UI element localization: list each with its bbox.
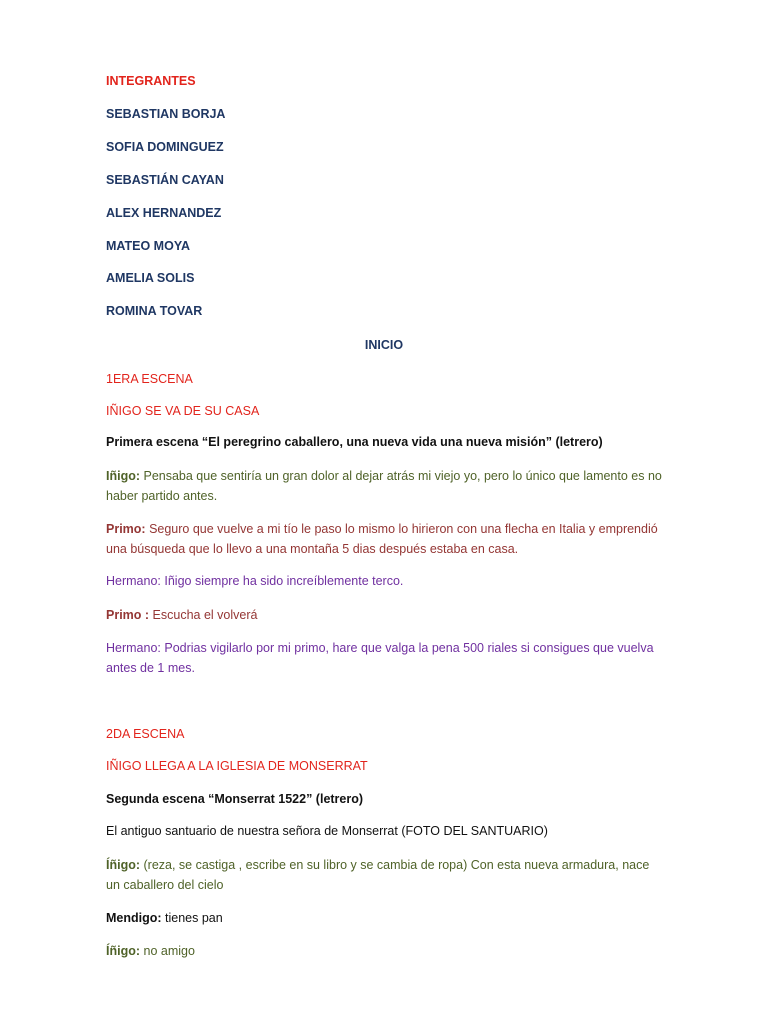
member-name: AMELIA SOLIS — [106, 271, 195, 285]
speaker-name: Hermano: — [106, 574, 161, 588]
dialogue-text: Escucha el volverá — [149, 608, 258, 622]
scene2-description: El antiguo santuario de nuestra señora de Monserrat (FOTO DEL SANTUARIO) — [106, 824, 548, 838]
member-name: SEBASTIÁN CAYAN — [106, 173, 224, 187]
dialogue-line — [106, 908, 223, 928]
member-name: SEBASTIAN BORJA — [106, 107, 226, 121]
dialogue-line — [106, 571, 403, 591]
member-name: SOFIA DOMINGUEZ — [106, 140, 224, 154]
dialogue-text: (reza, se castiga , escribe en su libro y se cambia de ropa) Con esta nueva armadura, nace un caballero del cielo — [106, 858, 650, 892]
members-heading: INTEGRANTES — [106, 74, 196, 88]
member-name: ALEX HERNANDEZ — [106, 206, 222, 220]
dialogue-line — [106, 941, 195, 961]
dialogue-text: Seguro que vuelve a mi tío le paso lo mismo lo hirieron con una flecha en Italia y emprendió una búsqueda que lo llevo a una montaña 5 dias después estaba en casa. — [106, 522, 658, 556]
scene1-sign: Primera escena “El peregrino caballero, una nueva vida una nueva misión” (letrero) — [106, 435, 603, 449]
dialogue-text: tienes pan — [161, 911, 223, 925]
scene2-sign: Segunda escena “Monserrat 1522” (letrero) — [106, 792, 364, 806]
speaker-name: Hermano: — [106, 641, 161, 655]
speaker-name: Mendigo: — [106, 911, 162, 925]
speaker-name: Primo : — [106, 608, 150, 622]
speaker-name: Iñigo: — [106, 469, 141, 483]
dialogue-line — [106, 605, 257, 625]
speaker-name: Íñigo: — [106, 858, 141, 872]
dialogue-text: Podrias vigilarlo por mi primo, hare que valga la pena 500 riales si consigues que vuelva antes de 1 mes. — [106, 641, 654, 675]
scene1-label: 1ERA ESCENA — [106, 372, 193, 386]
start-heading: INICIO — [364, 338, 404, 352]
dialogue-text: Pensaba que sentiría un gran dolor al dejar atrás mi viejo yo, pero lo único que lamento es no haber partido antes. — [106, 469, 662, 503]
dialogue-text: no amigo — [140, 944, 195, 958]
member-name: MATEO MOYA — [106, 239, 191, 253]
dialogue-line — [106, 466, 666, 506]
dialogue-line — [106, 519, 666, 559]
member-name: ROMINA TOVAR — [106, 304, 203, 318]
speaker-name: Íñigo: — [106, 944, 141, 958]
scene2-title: IÑIGO LLEGA A LA IGLESIA DE MONSERRAT — [106, 759, 368, 773]
dialogue-line — [106, 855, 666, 895]
speaker-name: Primo: — [106, 522, 146, 536]
scene2-label: 2DA ESCENA — [106, 727, 185, 741]
dialogue-text: Iñigo siempre ha sido increíblemente terco. — [160, 574, 404, 588]
scene1-title: IÑIGO SE VA DE SU CASA — [106, 404, 260, 418]
dialogue-line — [106, 638, 666, 678]
